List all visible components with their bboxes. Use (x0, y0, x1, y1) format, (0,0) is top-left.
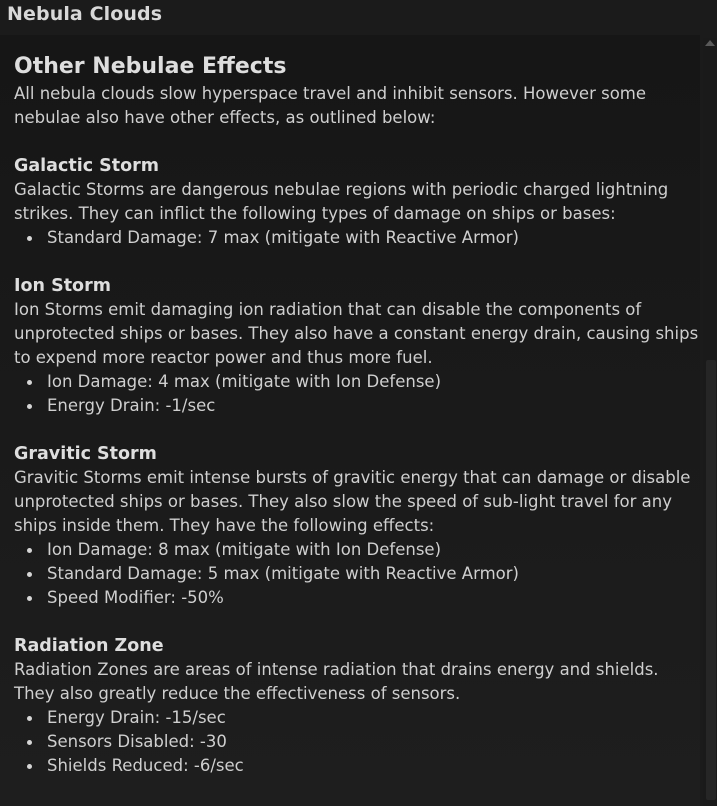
window-title: Nebula Clouds (7, 3, 163, 25)
section-description: Ion Storms emit damaging ion radiation that can disable the components of unprotected ships or bases. They also have a constant energy drain, causing ships to expend more reactor power and thus more fuel. (14, 300, 699, 367)
effects-list (14, 706, 704, 778)
scroll-thumb[interactable] (706, 360, 716, 800)
article-intro: All nebula clouds slow hyperspace travel and inhibit sensors. However some nebulae also have other effects, as outlined below: (14, 84, 647, 127)
effects-list (14, 226, 704, 250)
section-title: Gravitic Storm (14, 444, 157, 464)
section-ion-storm (14, 274, 704, 418)
chevron-up-icon[interactable] (705, 40, 715, 46)
effects-list (14, 538, 704, 610)
article-content (14, 52, 704, 778)
effect-item: Standard Damage: 7 max (mitigate with Reactive Armor) (14, 226, 704, 250)
section-description: Gravitic Storms emit intense bursts of gravitic energy that can damage or disable unprotected ships or bases. They also slow the speed of sub-light travel for any ships inside them. They have the following effects: (14, 468, 691, 535)
effect-item: Speed Modifier: -50% (14, 586, 704, 610)
article-heading: Other Nebulae Effects (14, 54, 287, 79)
effect-item: Sensors Disabled: -30 (14, 730, 704, 754)
effect-item: Standard Damage: 5 max (mitigate with Reactive Armor) (14, 562, 704, 586)
scrollbar[interactable] (703, 38, 717, 806)
section-gravitic-storm (14, 442, 704, 610)
section-title: Galactic Storm (14, 156, 160, 176)
effect-item: Energy Drain: -15/sec (14, 706, 704, 730)
section-title: Radiation Zone (14, 636, 164, 656)
section-title: Ion Storm (14, 276, 111, 296)
effect-item: Ion Damage: 4 max (mitigate with Ion Defense) (14, 370, 704, 394)
effect-item: Ion Damage: 8 max (mitigate with Ion Defense) (14, 538, 704, 562)
effect-item: Shields Reduced: -6/sec (14, 754, 704, 778)
effects-list (14, 370, 704, 418)
section-galactic-storm (14, 154, 704, 250)
effect-item: Energy Drain: -1/sec (14, 394, 704, 418)
section-description: Galactic Storms are dangerous nebulae regions with periodic charged lightning strikes. They can inflict the following types of damage on ships or bases: (14, 180, 669, 223)
section-radiation-zone (14, 634, 704, 778)
section-description: Radiation Zones are areas of intense radiation that drains energy and shields. They also greatly reduce the effectiveness of sensors. (14, 660, 659, 703)
